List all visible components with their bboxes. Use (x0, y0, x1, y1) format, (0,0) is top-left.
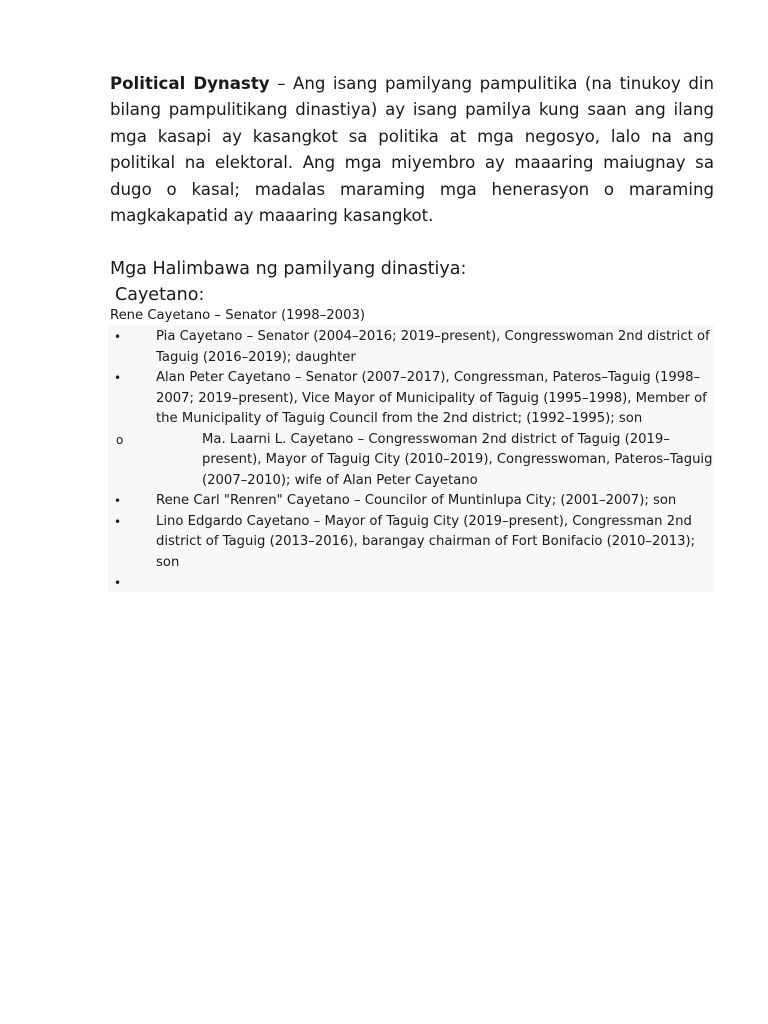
list-item (110, 327, 714, 368)
circle-marker: o (116, 432, 124, 447)
patriarch-entry: Rene Cayetano – Senator (1998–2003) (110, 308, 365, 323)
member-text: Alan Peter Cayetano – Senator (2007–2017), Congressman, Pateros–Taguig (1998–2007; 2019–present), Vice Mayor of Municipality of Taguig (1995–1998), Member of the Municipality of Taguig Council from the 2nd district; (1992–1995); son (156, 370, 707, 426)
member-text: Lino Edgardo Cayetano – Mayor of Taguig City (2019–present), Congressman 2nd district of Taguig (2013–2016), barangay chairman of Fort Bonifacio (2010–2013); son (156, 513, 696, 570)
bullet-marker: • (114, 514, 122, 529)
bullet-marker: • (114, 576, 122, 590)
member-text: Pia Cayetano – Senator (2004–2016; 2019–present), Congresswoman 2nd district of Taguig (2016–2019); daughter (156, 329, 710, 365)
examples-heading: Mga Halimbawa ng pamilyang dinastiya: (110, 259, 467, 279)
intro-definition: – Ang isang pamilyang pampulitika (na tinukoy din bilang pampulitikang dinastiya) ay isang pamilya kung saan ang ilang mga kasapi ay kasangkot sa politika at mga negosyo, lalo na ang politikal na elektoral. Ang mga miyembro ay maaaring maiugnay sa dugo o kasal; madalas maraming mga henerasyon o maraming magkakapatid ay maaaring kasangkot. (110, 74, 714, 226)
family-name: Cayetano: (115, 285, 205, 305)
bullet-marker: • (114, 371, 122, 385)
intro-term: Political Dynasty (110, 74, 270, 93)
list-item (110, 430, 714, 492)
list-item (110, 573, 714, 594)
list-item (110, 368, 714, 430)
bullet-marker: • (114, 330, 122, 344)
family-members-list (110, 327, 714, 594)
bullet-marker: • (114, 494, 122, 508)
member-text: Rene Carl "Renren" Cayetano – Councilor of Muntinlupa City; (2001–2007); son (156, 493, 677, 508)
intro-paragraph (110, 71, 714, 229)
list-item (110, 491, 714, 512)
member-text (110, 573, 714, 594)
member-text: Ma. Laarni L. Cayetano – Congresswoman 2nd district of Taguig (2019–present), Mayor of Taguig City (2010–2019), Congresswoman, Pateros–Taguig (2007–2010); wife of Alan Peter Cayetano (202, 431, 713, 488)
list-item (110, 512, 714, 574)
